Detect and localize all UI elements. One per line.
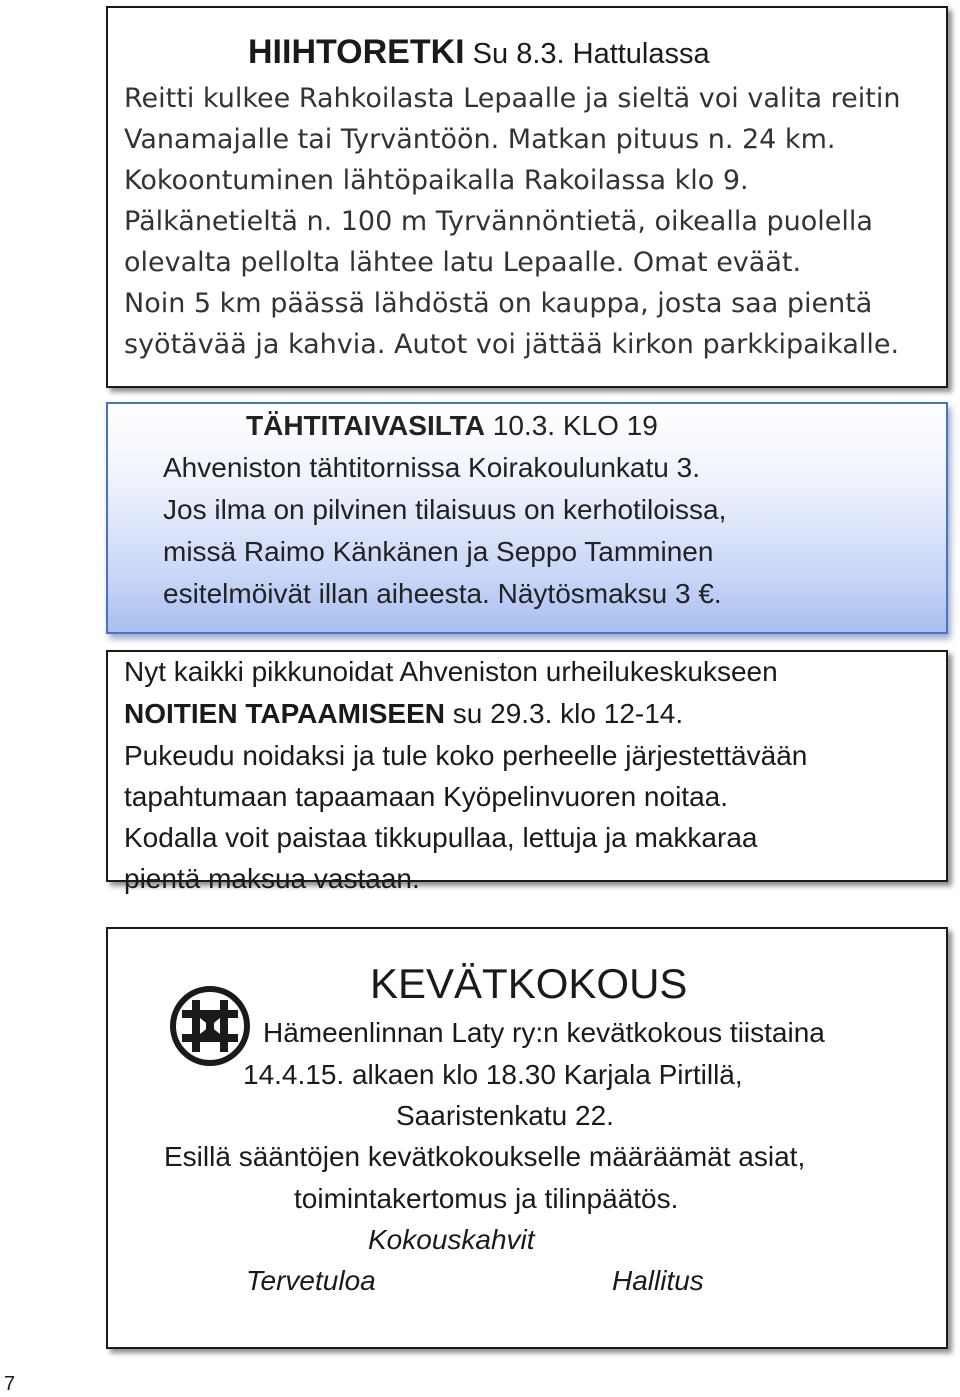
witches-title-date: su 29.3. klo 12-14. [444, 698, 684, 729]
witches-intro: Nyt kaikki pikkunoidat Ahveniston urheilukeskukseen [124, 656, 778, 687]
club-emblem-icon [170, 986, 250, 1066]
starry-sky-notice [106, 402, 948, 634]
ski-trip-title-bold: HIIHTORETKI [248, 33, 465, 71]
spring-meeting-heading: KEVÄTKOKOUS [370, 960, 688, 1007]
ski-trip-line: Kokoontuminen lähtöpaikalla Rakoilassa klo 9. [124, 165, 749, 196]
witches-line: pientä maksua vastaan. [124, 863, 420, 894]
spring-meeting-line: Esillä sääntöjen kevätkokoukselle määräämät asiat, [164, 1141, 806, 1172]
starry-sky-title [246, 406, 658, 446]
ski-trip-title [248, 32, 710, 74]
starry-sky-line: Ahveniston tähtitornissa Koirakoulunkatu 3. [163, 452, 700, 483]
ski-trip-title-date: Su 8.3. Hattulassa [464, 38, 710, 70]
welcome-text: Tervetuloa [246, 1265, 376, 1296]
witches-line: Kodalla voit paistaa tikkupullaa, lettuja ja makkaraa [124, 822, 758, 853]
spring-meeting-notice [106, 927, 948, 1349]
ski-trip-line: Pälkänetieltä n. 100 m Tyrvännöntietä, oikealla puolella [124, 206, 873, 237]
starry-sky-line: Jos ilma on pilvinen tilaisuus on kerhotiloissa, [163, 494, 727, 525]
starry-sky-title-time: 10.3. KLO 19 [485, 410, 658, 441]
page-number: 7 [4, 1373, 16, 1395]
ski-trip-notice [106, 6, 948, 388]
spring-meeting-line: 14.4.15. alkaen klo 18.30 Karjala Pirtillä, [243, 1059, 743, 1090]
meeting-coffee: Kokouskahvit [368, 1224, 535, 1255]
starry-sky-line: missä Raimo Känkänen ja Seppo Tamminen [163, 536, 714, 567]
starry-sky-title-bold: TÄHTITAIVASILTA [246, 410, 485, 441]
witches-line: tapahtumaan tapaamaan Kyöpelinvuoren noitaa. [124, 781, 728, 812]
spring-meeting-line: Hämeenlinnan Laty ry:n kevätkokous tiistaina [263, 1017, 825, 1048]
starry-sky-line: esitelmöivät illan aiheesta. Näytösmaksu 3 €. [163, 578, 722, 609]
witches-meeting-notice [106, 650, 948, 894]
spring-meeting-line: Saaristenkatu 22. [396, 1100, 614, 1131]
ski-trip-line: Noin 5 km päässä lähdöstä on kauppa, josta saa pientä [124, 288, 873, 319]
witches-title [124, 694, 683, 734]
witches-line: Pukeudu noidaksi ja tule koko perheelle järjestettävään [124, 740, 808, 771]
ski-trip-line: olevalta pellolta lähtee latu Lepaalle. Omat eväät. [124, 247, 802, 278]
witches-title-bold: NOITIEN TAPAAMISEEN [124, 698, 445, 729]
ski-trip-line: Reitti kulkee Rahkoilasta Lepaalle ja sieltä voi valita reitin [124, 83, 901, 114]
ski-trip-line: Vanamajalle tai Tyrväntöön. Matkan pituus n. 24 km. [124, 124, 836, 155]
ski-trip-line: syötävää ja kahvia. Autot voi jättää kirkon parkkipaikalle. [124, 329, 900, 360]
spring-meeting-line: toimintakertomus ja tilinpäätös. [294, 1183, 679, 1214]
board-signature: Hallitus [612, 1265, 704, 1296]
